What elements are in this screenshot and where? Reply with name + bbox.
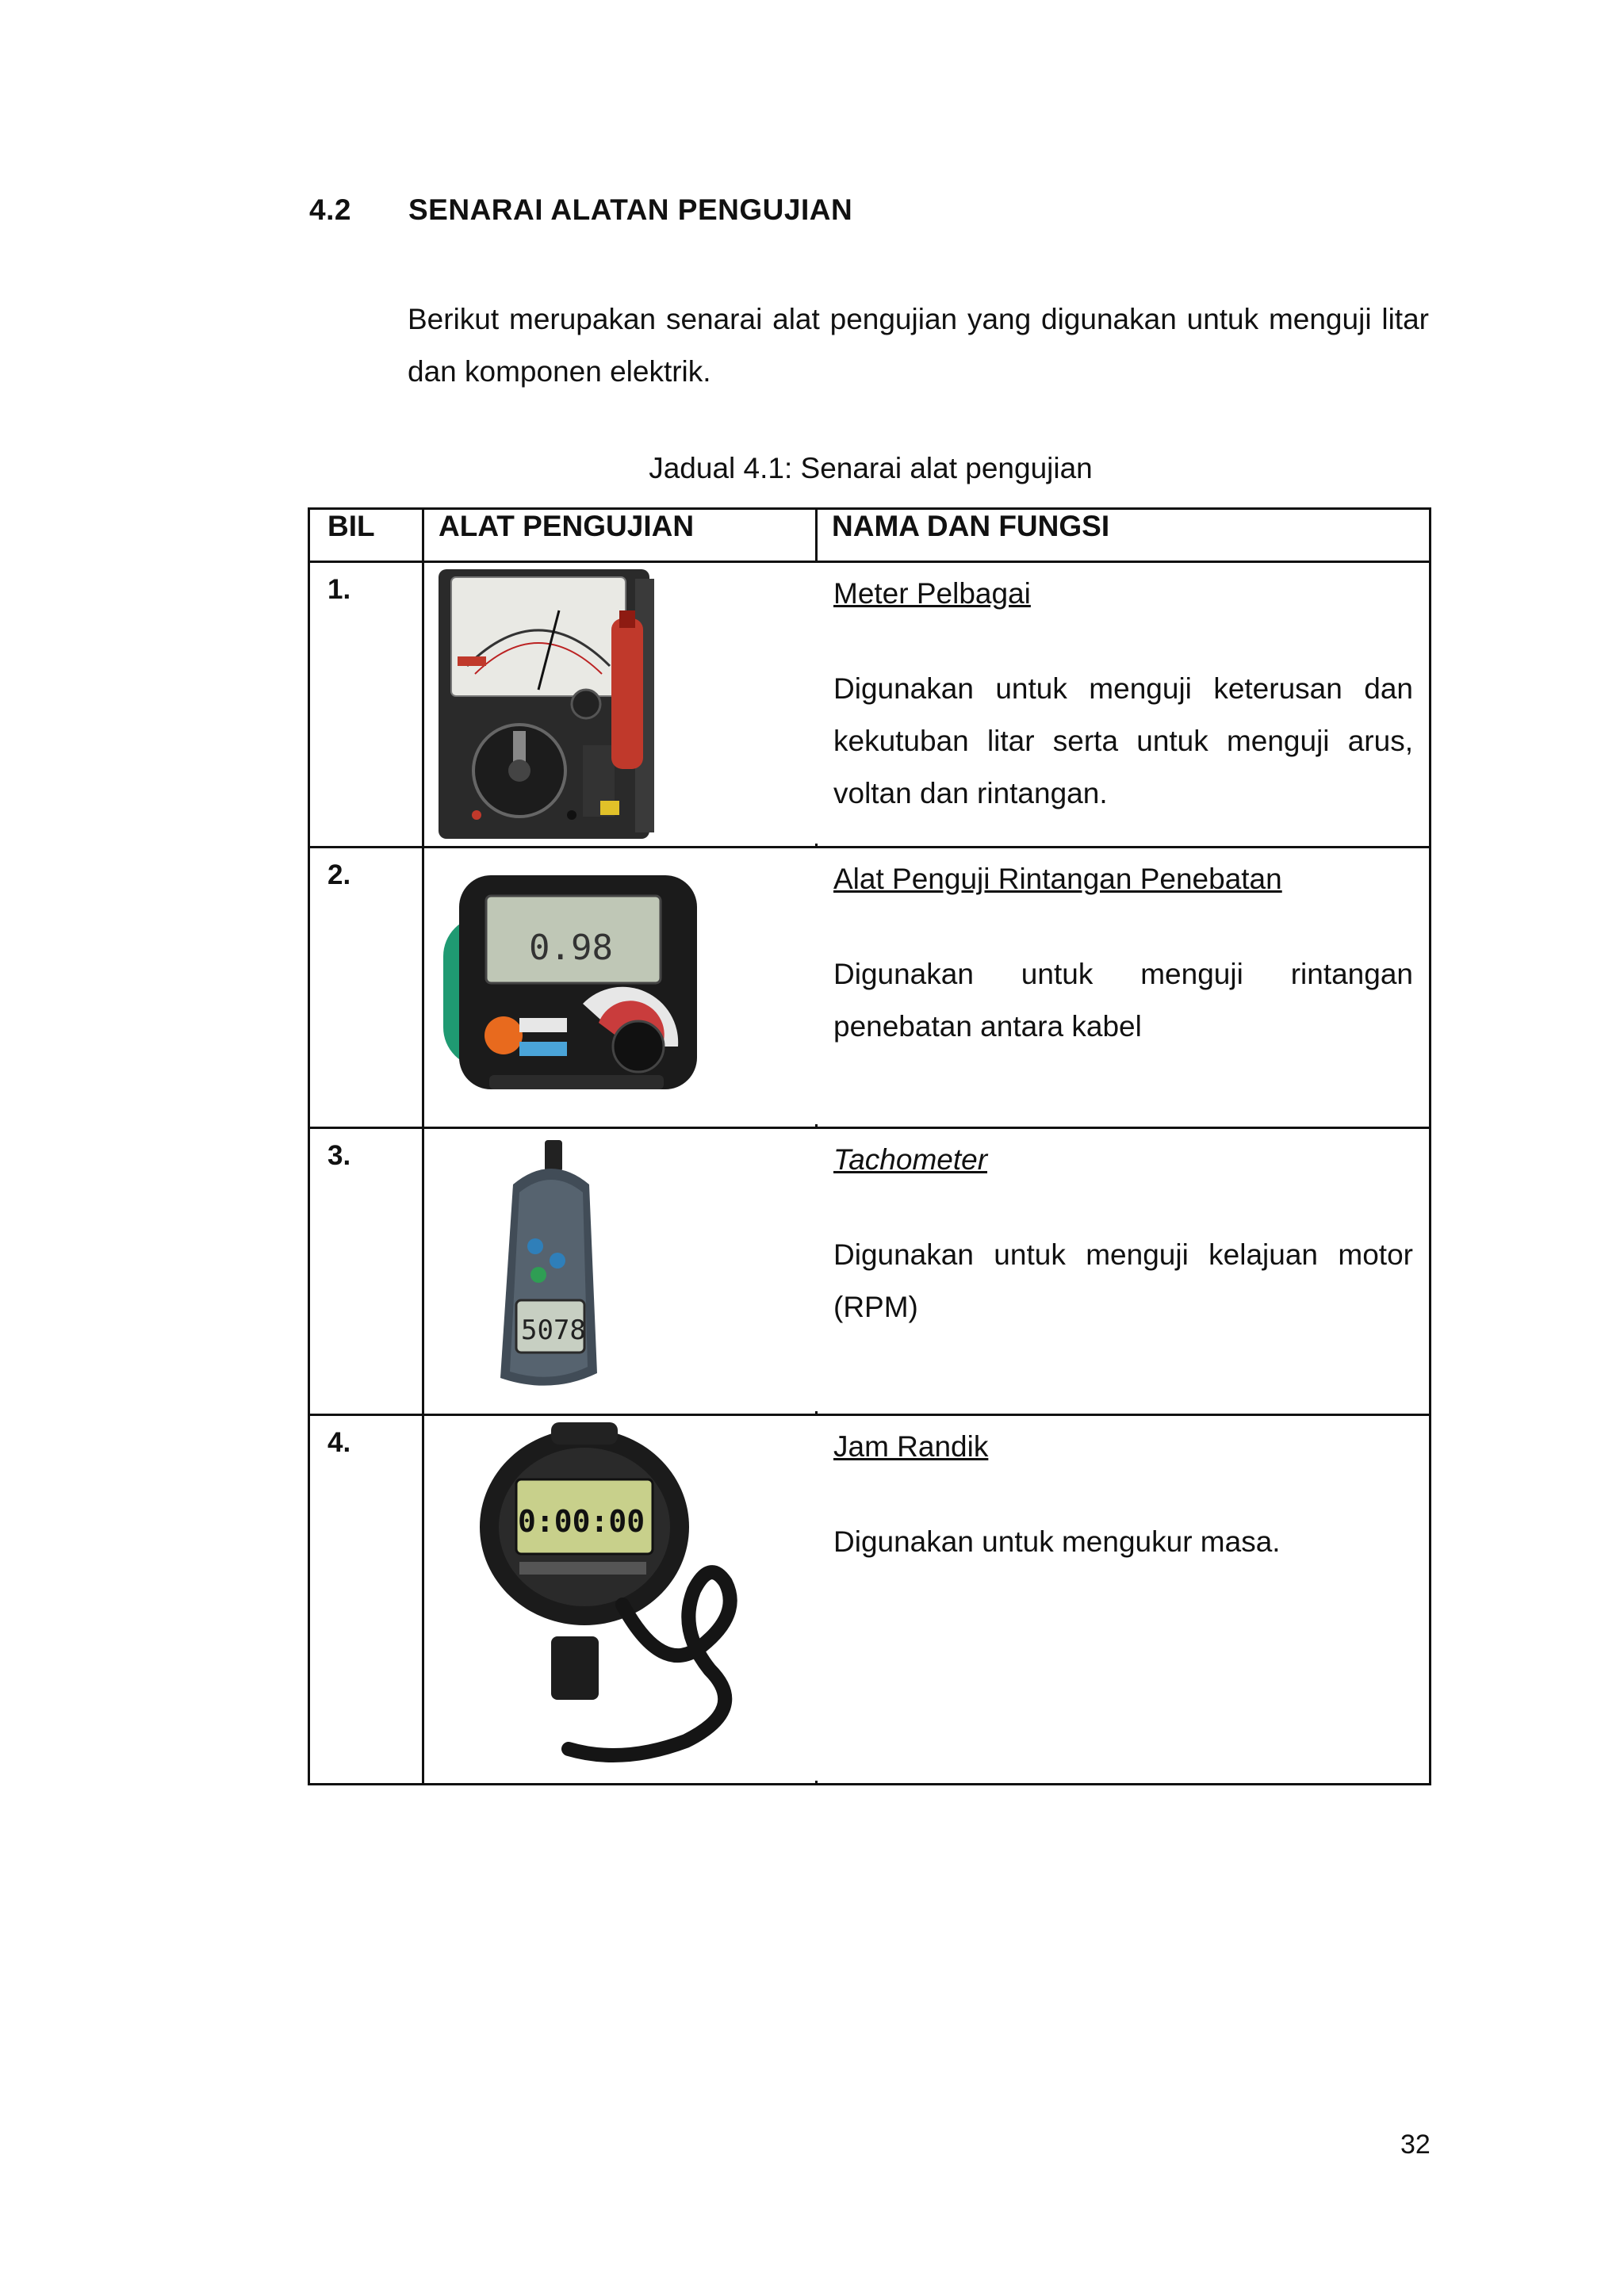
table-row (309, 1415, 1431, 1785)
section-number: 4.2 (309, 193, 351, 226)
tool-image-cell (423, 1128, 817, 1415)
display-readout: 0:00:00 (518, 1504, 645, 1539)
page-number: 32 (1400, 2130, 1431, 2160)
table-row (309, 1128, 1431, 1415)
tool-image-cell (423, 1415, 817, 1785)
table-row (309, 562, 1431, 848)
table-caption: Jadual 4.1: Senarai alat pengujian (649, 452, 1093, 484)
section-heading (309, 193, 852, 227)
row-number: 1. (309, 562, 423, 848)
name-function-cell (817, 562, 1431, 848)
header-bil: BIL (309, 509, 423, 562)
header-tool: ALAT PENGUJIAN (423, 509, 817, 562)
stopwatch-icon (424, 1416, 818, 1781)
section-title: SENARAI ALATAN PENGUJIAN (408, 193, 853, 226)
display-readout: 5078 (521, 1314, 586, 1346)
name-function-cell (817, 1128, 1431, 1415)
row-number: 3. (309, 1128, 423, 1415)
name-function-cell (817, 1415, 1431, 1785)
row-number: 2. (309, 848, 423, 1128)
tool-image-cell (423, 562, 817, 848)
insulation-tester-icon (424, 848, 818, 1124)
tool-name: Tachometer (833, 1143, 988, 1176)
header-name-function: NAMA DAN FUNGSI (817, 509, 1431, 562)
name-function-cell (817, 848, 1431, 1128)
table-row (309, 848, 1431, 1128)
tool-name: Alat Penguji Rintangan Penebatan (833, 863, 1282, 895)
tool-description: Digunakan untuk menguji rintangan penebatan antara kabel (833, 958, 1413, 1043)
intro-paragraph: Berikut merupakan senarai alat pengujian yang digunakan untuk menguji litar dan komponen elektrik. (408, 303, 1429, 388)
tool-description: Digunakan untuk menguji kelajuan motor (RPM) (833, 1238, 1413, 1323)
display-readout: 0.98 (529, 928, 613, 968)
tool-name: Meter Pelbagai (833, 577, 1031, 610)
tools-table (308, 507, 1431, 1785)
tachometer-icon (424, 1129, 818, 1411)
tool-name: Jam Randik (833, 1430, 989, 1463)
row-number: 4. (309, 1415, 423, 1785)
tool-description: Digunakan untuk menguji keterusan dan kekutuban litar serta untuk menguji arus, voltan dan rintangan. (833, 672, 1413, 809)
table-header-row (309, 509, 1431, 562)
tool-description: Digunakan untuk mengukur masa. (833, 1525, 1281, 1558)
analog-multimeter-icon (424, 563, 818, 844)
tool-image-cell (423, 848, 817, 1128)
